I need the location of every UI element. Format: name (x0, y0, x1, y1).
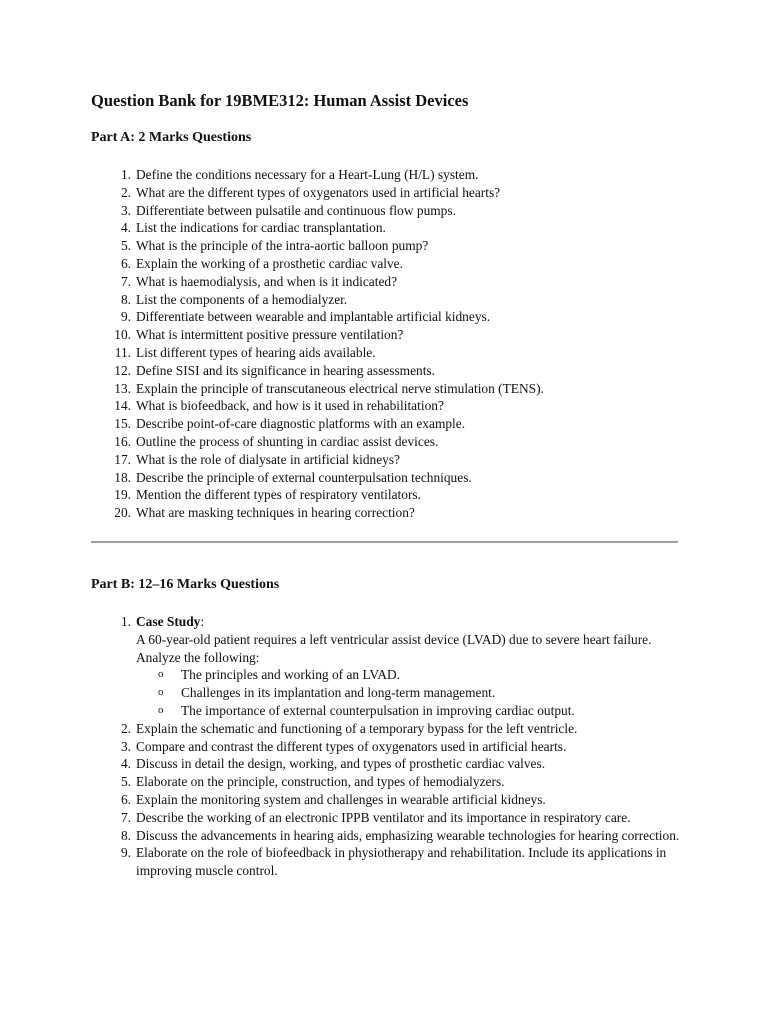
question-text: List the components of a hemodialyzer. (136, 291, 348, 307)
question-item (91, 380, 681, 398)
question-text: Compare and contrast the different types of oxygenators used in artificial hearts. (136, 738, 567, 754)
case-study-text: A 60-year-old patient requires a left ventricular assist device (LVAD) due to severe heart failure. Analyze the following: (136, 631, 652, 665)
question-number: 7. (120, 809, 131, 825)
question-number: 5. (120, 774, 131, 790)
question-number: 9. (120, 309, 131, 325)
question-number: 13. (114, 380, 131, 396)
question-number: 14. (114, 398, 131, 414)
question-number: 4. (120, 220, 131, 236)
question-text: What is the role of dialysate in artificial kidneys? (136, 451, 401, 467)
question-number: 6. (120, 791, 131, 807)
circle-bullet-icon: o (158, 703, 164, 716)
question-item (91, 397, 681, 415)
question-number: 20. (114, 505, 131, 521)
question-number: 6. (120, 255, 131, 271)
question-item (91, 202, 681, 220)
question-text: Elaborate on the principle, construction, and types of hemodialyzers. (136, 774, 505, 790)
question-item (91, 486, 681, 504)
question-text: Explain the monitoring system and challenges in wearable artificial kidneys. (136, 791, 546, 807)
question-text: What is intermittent positive pressure ventilation? (136, 327, 404, 343)
case-study-sub-text: The principles and working of an LVAD. (181, 667, 401, 683)
question-text: Describe point-of-care diagnostic platforms with an example. (136, 416, 466, 432)
question-item (91, 504, 681, 522)
question-number: 3. (120, 738, 131, 754)
question-item (91, 755, 681, 773)
question-text: Mention the different types of respiratory ventilators. (136, 487, 421, 503)
question-number: 5. (120, 238, 131, 254)
question-item (91, 791, 681, 809)
question-number: 10. (114, 327, 131, 343)
question-item (91, 219, 681, 237)
question-text: Discuss in detail the design, working, and types of prosthetic cardiac valves. (136, 756, 546, 772)
question-item (91, 433, 681, 451)
question-item (91, 827, 681, 845)
question-text: Define the conditions necessary for a Heart-Lung (H/L) system. (136, 167, 479, 182)
question-number: 18. (114, 469, 131, 485)
question-item (91, 184, 681, 202)
question-text: Explain the working of a prosthetic cardiac valve. (136, 255, 403, 271)
question-number: 3. (120, 202, 131, 218)
question-text: Outline the process of shunting in cardiac assist devices. (136, 433, 439, 449)
document-title: Question Bank for 19BME312: Human Assist Devices (91, 91, 469, 110)
question-item (91, 738, 681, 756)
question-number: 7. (120, 273, 131, 289)
question-item (91, 773, 681, 791)
question-item (91, 166, 681, 184)
question-text: What is haemodialysis, and when is it indicated? (136, 273, 398, 289)
question-item (91, 326, 681, 344)
question-number: 11. (114, 344, 131, 360)
circle-bullet-icon: o (158, 686, 164, 699)
case-study-item (91, 613, 681, 720)
question-number: 4. (120, 756, 131, 772)
question-number: 15. (114, 416, 131, 432)
question-text: Differentiate between pulsatile and continuous flow pumps. (136, 202, 456, 218)
part-b-heading: Part B: 12–16 Marks Questions (91, 577, 280, 592)
case-study-sub-list (136, 666, 681, 719)
question-item (91, 273, 681, 291)
question-text: What are the different types of oxygenators used in artificial hearts? (136, 184, 501, 200)
question-number: 2. (120, 720, 131, 736)
question-text: List different types of hearing aids available. (136, 344, 376, 360)
question-text: List the indications for cardiac transplantation. (136, 220, 386, 236)
section-divider (91, 541, 678, 543)
question-text: Discuss the advancements in hearing aids, emphasizing wearable technologies for hearing correction. (136, 827, 680, 843)
case-study-colon: : (200, 614, 205, 629)
question-item (91, 344, 681, 362)
case-study-sub-text: The importance of external counterpulsation in improving cardiac output. (181, 702, 575, 718)
question-item (91, 809, 681, 827)
question-item (91, 844, 681, 880)
part-a-question-list (91, 166, 681, 522)
question-number: 1. (120, 167, 131, 182)
case-study-sub-item (136, 702, 681, 720)
question-text: What are masking techniques in hearing correction? (136, 505, 415, 521)
question-item (91, 308, 681, 326)
question-text: Explain the schematic and functioning of a temporary bypass for the left ventricle. (136, 720, 578, 736)
question-number: 8. (120, 291, 131, 307)
question-item (91, 237, 681, 255)
question-item (91, 720, 681, 738)
question-item (91, 255, 681, 273)
question-text: Describe the working of an electronic IPPB ventilator and its importance in respiratory care. (136, 809, 631, 825)
question-text: Differentiate between wearable and implantable artificial kidneys. (136, 309, 491, 325)
part-a-heading: Part A: 2 Marks Questions (91, 130, 252, 145)
question-item (91, 469, 681, 487)
case-study-label: Case Study (136, 614, 201, 629)
question-number: 12. (114, 362, 131, 378)
question-item (91, 451, 681, 469)
question-number: 8. (120, 827, 131, 843)
circle-bullet-icon: o (158, 668, 164, 681)
question-text: Explain the principle of transcutaneous electrical nerve stimulation (TENS). (136, 380, 544, 396)
question-number: 16. (114, 433, 131, 449)
question-number: 17. (114, 451, 131, 467)
question-text: What is biofeedback, and how is it used in rehabilitation? (136, 398, 444, 414)
case-study-sub-text: Challenges in its implantation and long-term management. (181, 685, 496, 701)
question-text: What is the principle of the intra-aortic balloon pump? (136, 238, 429, 254)
question-text: Describe the principle of external counterpulsation techniques. (136, 469, 472, 485)
question-text: Elaborate on the role of biofeedback in physiotherapy and rehabilitation. Include its applications in improving muscle control. (136, 845, 667, 879)
question-number: 2. (120, 184, 131, 200)
question-item (91, 415, 681, 433)
question-item (91, 362, 681, 380)
question-number: 9. (120, 845, 131, 861)
case-study-sub-item (136, 666, 681, 684)
question-item (91, 291, 681, 309)
question-number: 1. (120, 614, 131, 629)
question-text: Define SISI and its significance in hearing assessments. (136, 362, 435, 378)
question-number: 19. (114, 487, 131, 503)
case-study-sub-item (136, 684, 681, 702)
part-b-question-list (91, 613, 681, 880)
